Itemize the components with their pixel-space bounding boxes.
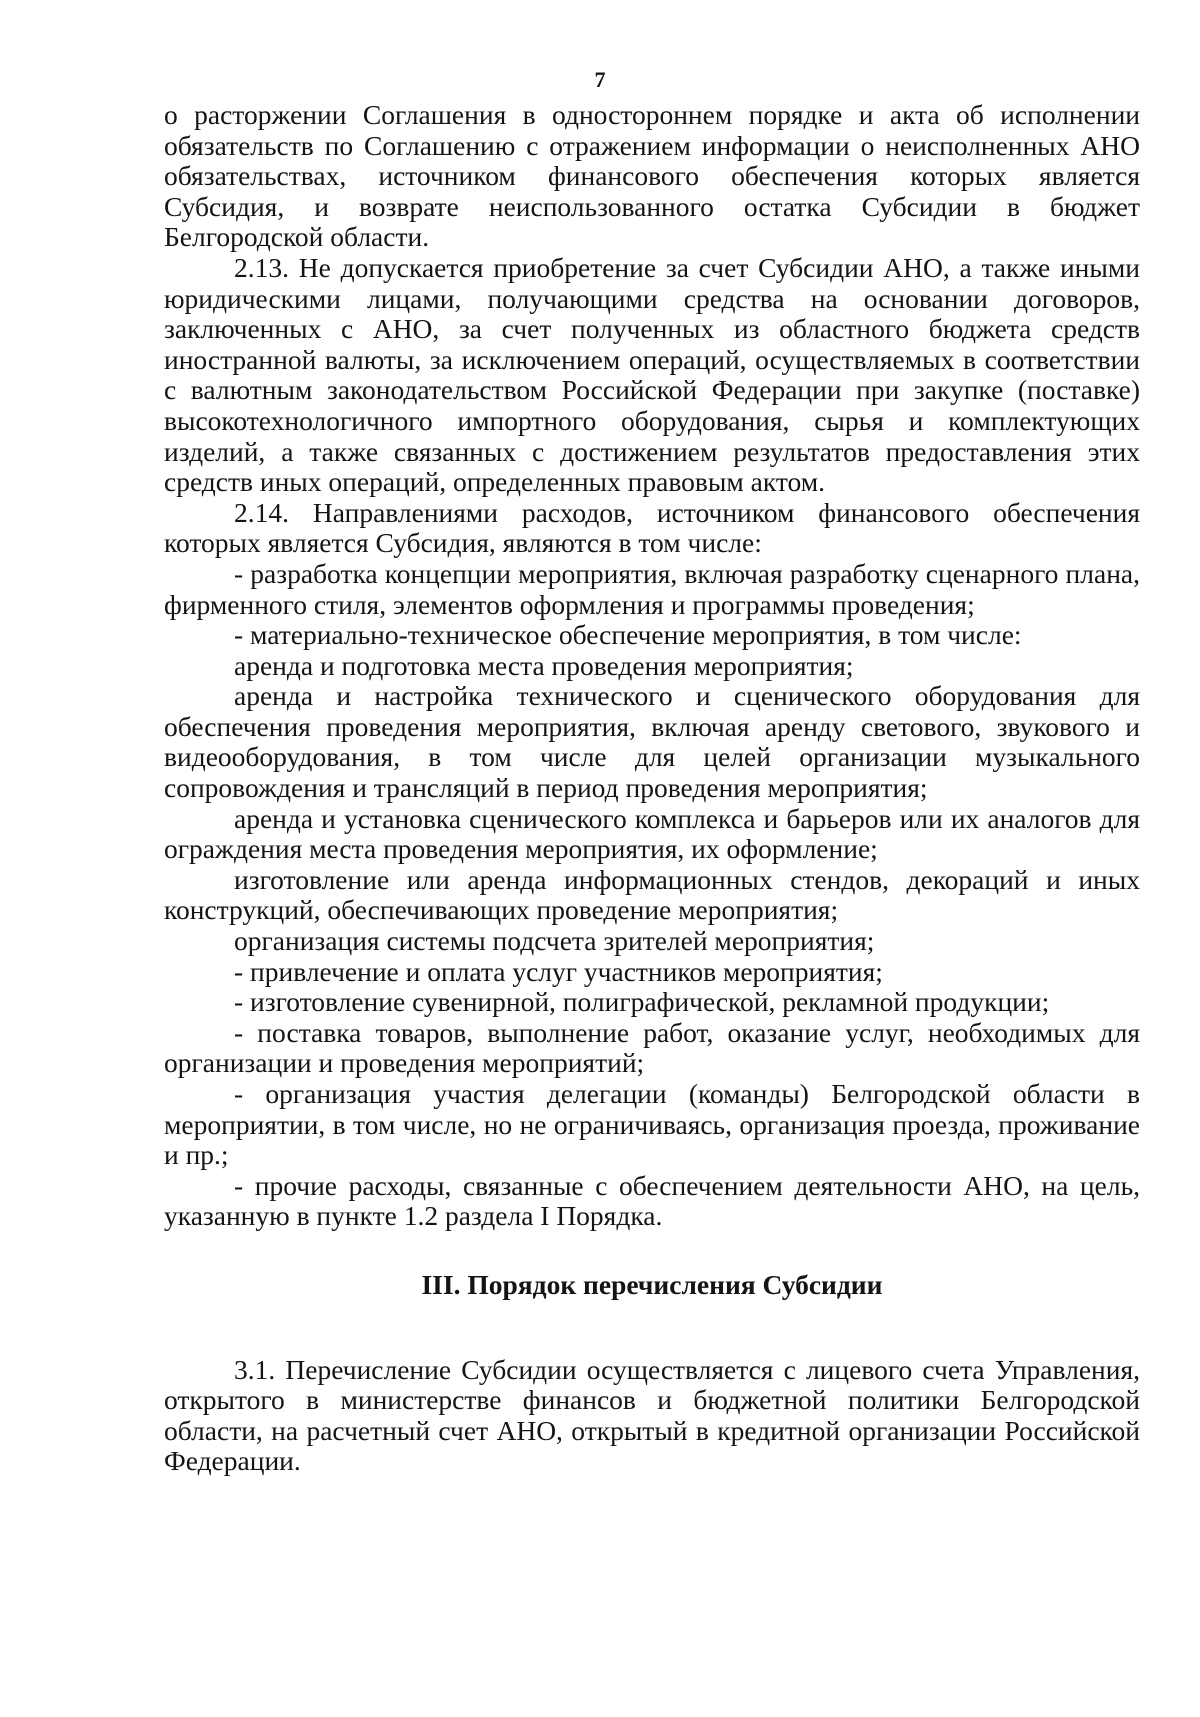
list-item: - поставка товаров, выполнение работ, оказание услуг, необходимых для организации и проведения мероприятий;: [164, 1016, 1140, 1079]
list-item: - организация участия делегации (команды) Белгородской области в мероприятии, в том числе, но не ограничиваясь, организация проезда, проживание и пр.;: [164, 1078, 1140, 1171]
document-body: [164, 100, 1140, 1477]
paragraph: 3.1. Перечисление Субсидии осуществляется с лицевого счета Управления, открытого в министерстве финансов и бюджетной политики Белгородской области, на расчетный счет АНО, открытый в кредитной организации Российской Федерации.: [164, 1353, 1140, 1477]
paragraph: о расторжении Соглашения в одностороннем порядке и акта об исполнении обязательств по Соглашению с отражением информации о неисполненных АНО обязательствах, источником финансового обеспечения которых является Субсидия, и возврате неиспользованного остатка Субсидии в бюджет Белгородской области.: [164, 99, 1140, 253]
sub-list-item: аренда и установка сценического комплекса и барьеров или их аналогов для ограждения места проведения мероприятия, их оформление;: [164, 802, 1140, 865]
sub-list-item: аренда и подготовка места проведения мероприятия;: [234, 649, 854, 681]
sub-list-item: аренда и настройка технического и сценического оборудования для обеспечения проведения мероприятия, включая аренду светового, звукового и видеооборудования, в том числе для целей организации музыкального сопровождения и трансляций в период проведения мероприятия;: [164, 680, 1140, 804]
section-heading: III. Порядок перечисления Субсидии: [421, 1268, 883, 1300]
list-item: - изготовление сувенирной, полиграфической, рекламной продукции;: [234, 986, 1050, 1018]
page-number: 7: [594, 67, 606, 92]
paragraph: 2.14. Направлениями расходов, источником финансового обеспечения которых является Субсидия, являются в том числе:: [164, 496, 1140, 559]
list-item: - привлечение и оплата услуг участников мероприятия;: [234, 955, 883, 987]
list-item: - разработка концепции мероприятия, включая разработку сценарного плана, фирменного стиля, элементов оформления и программы проведения;: [164, 557, 1140, 620]
sub-list-item: изготовление или аренда информационных стендов, декораций и иных конструкций, обеспечивающих проведение мероприятия;: [164, 863, 1140, 926]
list-item: - материально-техническое обеспечение мероприятия, в том числе:: [234, 619, 1022, 651]
sub-list-item: организация системы подсчета зрителей мероприятия;: [234, 925, 875, 957]
paragraph: 2.13. Не допускается приобретение за счет Субсидии АНО, а также иными юридическими лицами, получающими средства на основании договоров, заключенных с АНО, за счет полученных из областного бюджета средств иностранной валюты, за исключением операций, осуществляемых в соответствии с валютным законодательством Российской Федерации при закупке (поставке) высокотехнологичного импортного оборудования, сырья и комплектующих изделий, а также связанных с достижением результатов предоставления этих средств иных операций, определенных правовым актом.: [164, 251, 1140, 498]
list-item: - прочие расходы, связанные с обеспечением деятельности АНО, на цель, указанную в пункте 1.2 раздела I Порядка.: [164, 1169, 1140, 1232]
